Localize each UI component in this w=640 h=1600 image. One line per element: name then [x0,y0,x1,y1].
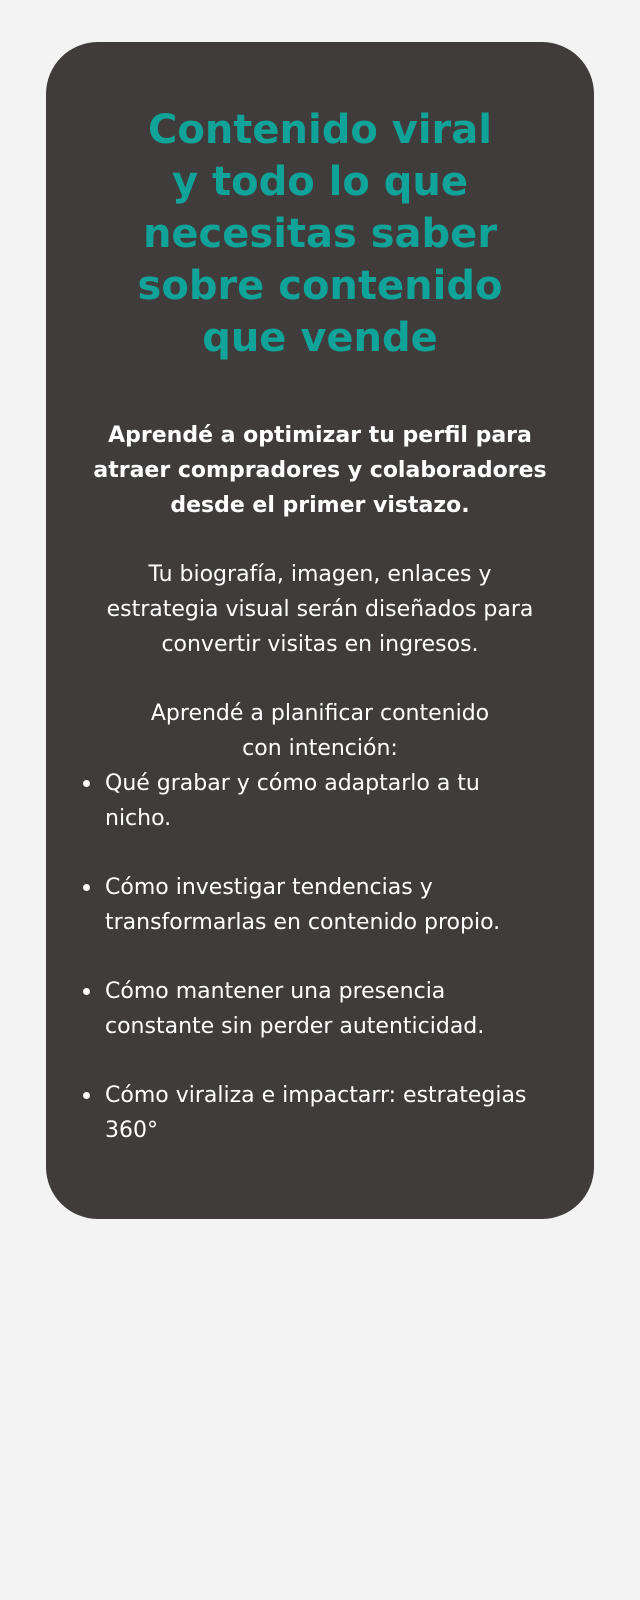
list-intro [82,696,574,766]
list-item [82,974,574,1044]
description-text [82,557,574,662]
info-card [46,42,594,1219]
list-item-line: nicho. [105,806,172,831]
list-item [82,766,574,836]
bullet-dot-icon [83,884,90,891]
list-item-line: constante sin perder autenticidad. [105,1014,485,1039]
description-line: estrategia visual serán diseñados para [106,597,534,622]
list-item-line: Cómo investigar tendencias y [105,875,433,900]
lead-text [82,418,574,523]
description-line: convertir visitas en ingresos. [161,632,479,657]
description-line: Tu biografía, imagen, enlaces y [148,562,492,587]
lead-line: atraer compradores y colaboradores [93,458,547,483]
title-line: que vende [202,315,438,361]
intro-line: Aprendé a planificar contenido [150,701,490,726]
list-item-line: 360° [105,1118,158,1143]
list-item [82,870,574,940]
list-item-line: Qué grabar y cómo adaptarlo a tu [105,771,480,796]
title-line: Contenido viral [147,107,492,153]
list-item-line: Cómo mantener una presencia [105,979,446,1004]
list-item-line: transformarlas en contenido propio. [105,910,501,935]
bullet-dot-icon [83,988,90,995]
title-line: sobre contenido [137,263,503,309]
topics-list [82,766,574,1148]
title-line: necesitas saber [142,211,498,257]
bullet-dot-icon [83,780,90,787]
intro-line: con intención: [242,736,398,761]
title-line: y todo lo que [172,159,468,205]
lead-line: desde el primer vistazo. [170,493,470,518]
lead-line: Aprendé a optimizar tu perfil para [108,423,532,448]
card-title [82,104,574,364]
list-item-line: Cómo viraliza e impactarr: estrategias [105,1083,527,1108]
list-item [82,1078,574,1148]
bullet-dot-icon [83,1092,90,1099]
